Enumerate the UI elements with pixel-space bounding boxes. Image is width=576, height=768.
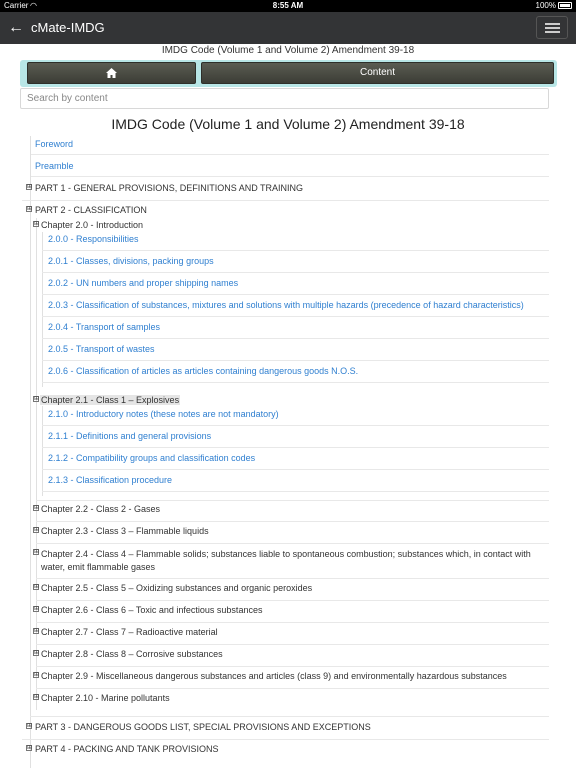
toc-label: Chapter 2.3 - Class 3 – Flammable liquids xyxy=(41,526,209,536)
toc-label: Chapter 2.1 - Class 1 – Explosives xyxy=(41,395,180,405)
toc-label: Chapter 2.7 - Class 7 – Radioactive material xyxy=(41,627,218,637)
toc-label: PART 3 - DANGEROUS GOODS LIST, SPECIAL PROVISIONS AND EXCEPTIONS xyxy=(35,722,371,732)
toc-label: 2.1.1 - Definitions and general provisions xyxy=(48,431,212,441)
expand-icon[interactable]: ⊞ xyxy=(27,745,33,751)
toc-label: 2.0.1 - Classes, divisions, packing groups xyxy=(48,256,214,266)
navbar xyxy=(0,12,576,44)
expand-icon[interactable]: ⊞ xyxy=(34,672,40,678)
toc-item-2-1-2[interactable] xyxy=(0,453,576,475)
toc-chapter-2-8[interactable] xyxy=(0,649,576,671)
home-icon xyxy=(106,68,117,78)
toc-chapter-2-10[interactable] xyxy=(0,693,576,715)
button-bar xyxy=(20,60,557,87)
app-title: cMate-IMDG xyxy=(31,20,105,35)
toc-preamble[interactable] xyxy=(0,161,576,183)
document-title: IMDG Code (Volume 1 and Volume 2) Amendment 39-18 xyxy=(161,45,415,56)
divider xyxy=(36,500,549,501)
page-title: IMDG Code (Volume 1 and Volume 2) Amendment 39-18 xyxy=(111,116,465,132)
expand-icon[interactable]: ⊞ xyxy=(34,527,40,533)
toc-item-2-0-0[interactable] xyxy=(0,234,576,256)
content-button[interactable]: Content xyxy=(201,62,554,84)
toc-item-2-1-3[interactable] xyxy=(0,475,576,497)
toc-chapter-2-5[interactable] xyxy=(0,583,576,605)
toc-label: 2.0.6 - Classification of articles as articles containing dangerous goods N.O.S. xyxy=(48,366,359,376)
toc-part-4[interactable] xyxy=(0,744,576,766)
toc-item-2-1-0[interactable] xyxy=(0,409,576,431)
arrow-left-icon[interactable]: ← xyxy=(8,19,24,36)
home-button[interactable] xyxy=(27,62,196,84)
toc-label: 2.0.3 - Classification of substances, mixtures and solutions with multiple hazards (precedence of hazard characteristics) xyxy=(48,300,524,310)
carrier-label: Carrier xyxy=(4,1,29,10)
battery-icon xyxy=(558,2,572,9)
expand-icon[interactable]: ⊞ xyxy=(34,628,40,634)
toc-part-3[interactable] xyxy=(0,722,576,744)
toc-label: 2.0.0 - Responsibilities xyxy=(48,234,139,244)
toc-item-2-0-2[interactable] xyxy=(0,278,576,300)
toc-label: 2.0.2 - UN numbers and proper shipping names xyxy=(48,278,239,288)
toc-item-2-0-6[interactable] xyxy=(0,366,576,388)
toc-chapter-2-3[interactable] xyxy=(0,526,576,548)
wifi-icon: ◠ xyxy=(30,1,37,10)
toc-chapter-2-4[interactable] xyxy=(0,548,576,582)
expand-icon[interactable]: ⊞ xyxy=(34,606,40,612)
toc-label: 2.1.3 - Classification procedure xyxy=(48,475,173,485)
collapse-icon[interactable]: ⊞ xyxy=(34,221,40,227)
toc-item-2-1-1[interactable] xyxy=(0,431,576,453)
toc-label: Foreword xyxy=(35,139,74,149)
toc-foreword[interactable] xyxy=(0,139,576,161)
toc-chapter-2-7[interactable] xyxy=(0,627,576,649)
hamburger-menu-icon[interactable] xyxy=(536,16,568,39)
toc-chapter-2-9[interactable] xyxy=(0,671,576,693)
expand-icon[interactable]: ⊞ xyxy=(27,184,33,190)
toc-label: Chapter 2.6 - Class 6 – Toxic and infectious substances xyxy=(41,605,263,615)
toc-label: PART 2 - CLASSIFICATION xyxy=(35,205,147,215)
expand-icon[interactable]: ⊞ xyxy=(34,549,40,555)
toc-item-2-0-4[interactable] xyxy=(0,322,576,344)
toc-label: Chapter 2.8 - Class 8 – Corrosive substances xyxy=(41,649,223,659)
toc-part-1[interactable] xyxy=(0,183,576,205)
toc-label: Chapter 2.2 - Class 2 - Gases xyxy=(41,504,161,514)
toc-label: PART 1 - GENERAL PROVISIONS, DEFINITIONS AND TRAINING xyxy=(35,183,304,193)
status-bar xyxy=(0,0,576,12)
expand-icon[interactable]: ⊞ xyxy=(34,694,40,700)
toc-label: 2.0.4 - Transport of samples xyxy=(48,322,161,332)
toc-label: Preamble xyxy=(35,161,74,171)
expand-icon[interactable]: ⊞ xyxy=(34,505,40,511)
toc-label: Chapter 2.5 - Class 5 – Oxidizing substances and organic peroxides xyxy=(41,583,313,593)
toc-label: Chapter 2.4 - Class 4 – Flammable solids; substances liable to spontaneous combustion; substances which, in contact with water, emit flammable gases xyxy=(41,549,531,572)
expand-icon[interactable]: ⊞ xyxy=(34,650,40,656)
toc-label: 2.1.0 - Introductory notes (these notes are not mandatory) xyxy=(48,409,279,419)
toc-label: 2.0.5 - Transport of wastes xyxy=(48,344,155,354)
expand-icon[interactable]: ⊞ xyxy=(27,723,33,729)
battery-percent: 100% xyxy=(535,1,556,10)
toc-item-2-0-5[interactable] xyxy=(0,344,576,366)
toc-label: Chapter 2.0 - Introduction xyxy=(41,220,144,230)
toc-item-2-0-1[interactable] xyxy=(0,256,576,278)
toc-label: Chapter 2.10 - Marine pollutants xyxy=(41,693,170,703)
toc-chapter-2-2[interactable] xyxy=(0,504,576,526)
search-input[interactable] xyxy=(20,88,549,109)
clock: 8:55 AM xyxy=(272,1,304,10)
divider xyxy=(30,716,549,717)
toc-item-2-0-3[interactable] xyxy=(0,300,576,322)
toc-label: PART 4 - PACKING AND TANK PROVISIONS xyxy=(35,744,219,754)
collapse-icon[interactable]: ⊞ xyxy=(27,206,33,212)
toc-label: Chapter 2.9 - Miscellaneous dangerous substances and articles (class 9) and environmentally hazardous substances xyxy=(41,671,507,681)
expand-icon[interactable]: ⊞ xyxy=(34,584,40,590)
collapse-icon[interactable]: ⊞ xyxy=(34,396,40,402)
toc-chapter-2-6[interactable] xyxy=(0,605,576,627)
toc-label: 2.1.2 - Compatibility groups and classification codes xyxy=(48,453,256,463)
